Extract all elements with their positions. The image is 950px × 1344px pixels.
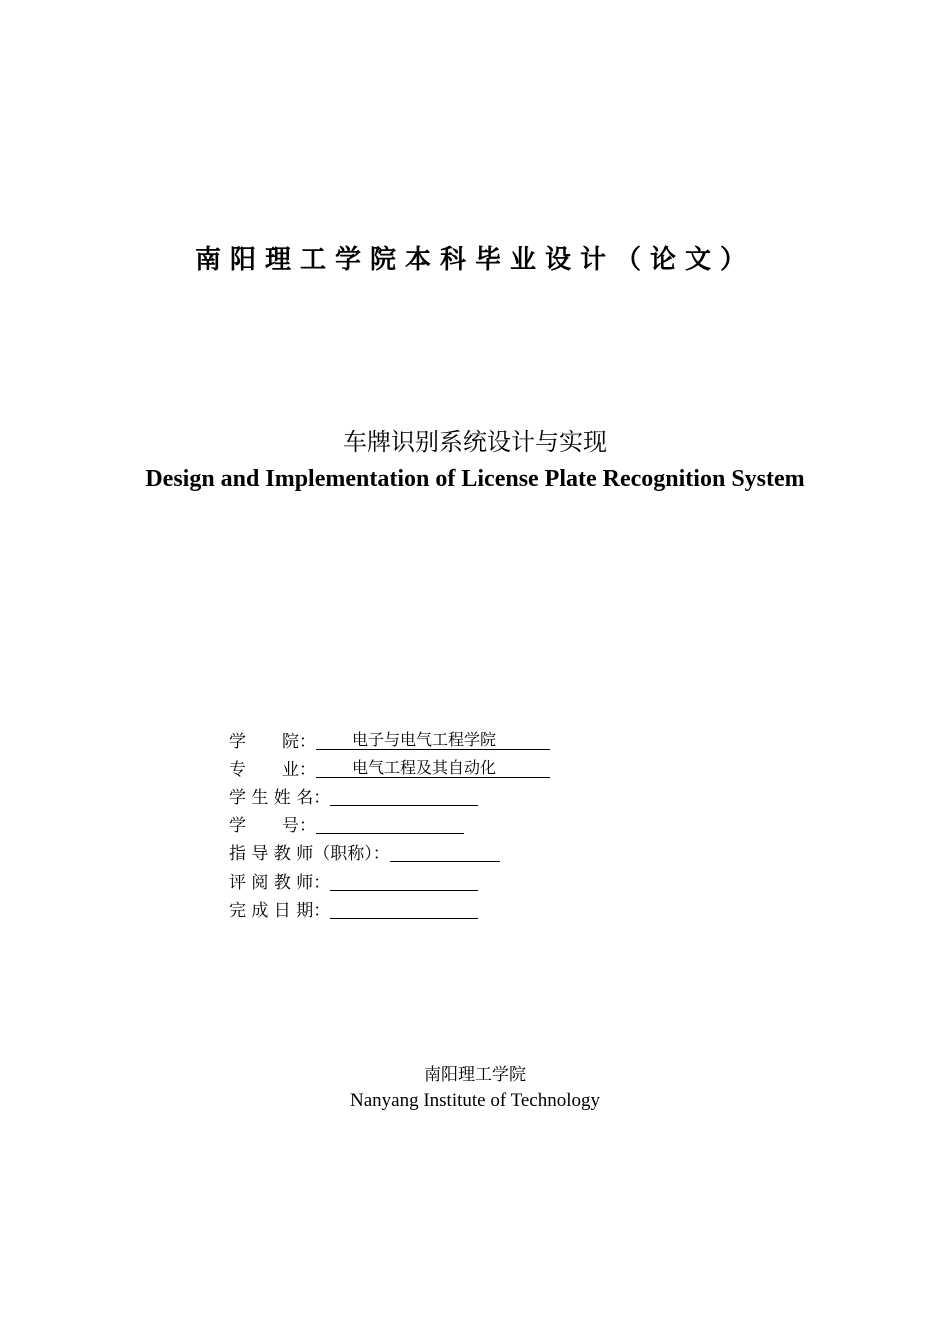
advisor-field[interactable] xyxy=(390,840,500,862)
thesis-title-english: Design and Implementation of License Plate Recognition System xyxy=(145,466,805,492)
institution-name-chinese: 南阳理工学院 xyxy=(424,1065,526,1085)
student-id-label-first: 学 xyxy=(229,816,246,836)
major-row xyxy=(229,756,789,784)
student-id-row xyxy=(229,812,789,840)
advisor-label: 指 导 教 师（职称）： xyxy=(229,844,390,864)
major-label-first: 专 xyxy=(229,760,246,780)
student-id-field[interactable] xyxy=(316,812,464,834)
major-label-second: 业： xyxy=(282,760,316,780)
reviewer-field[interactable] xyxy=(330,869,478,891)
institution-name-english: Nanyang Institute of Technology xyxy=(349,1090,600,1111)
student-info-block xyxy=(229,728,789,925)
advisor-row xyxy=(229,840,789,868)
student-name-label: 学 生 姓 名： xyxy=(229,788,331,808)
major-value: 电气工程及其自动化 xyxy=(352,758,497,777)
student-id-label-second: 号： xyxy=(282,816,316,836)
reviewer-row xyxy=(229,869,789,897)
thesis-title-chinese: 车牌识别系统设计与实现 xyxy=(343,428,607,456)
college-field[interactable] xyxy=(316,728,550,750)
college-row xyxy=(229,728,789,756)
completion-date-field[interactable] xyxy=(330,897,478,919)
college-value: 电子与电气工程学院 xyxy=(352,730,497,749)
completion-date-row xyxy=(229,897,789,925)
major-field[interactable] xyxy=(316,756,550,778)
student-name-row xyxy=(229,784,789,812)
student-name-field[interactable] xyxy=(330,784,478,806)
page-title: 南阳理工学院本科毕业设计（论文） xyxy=(194,245,755,275)
completion-date-label: 完 成 日 期： xyxy=(229,901,331,921)
college-label-first: 学 xyxy=(229,732,246,752)
college-label-second: 院： xyxy=(282,732,316,752)
reviewer-label: 评 阅 教 师： xyxy=(229,873,331,893)
